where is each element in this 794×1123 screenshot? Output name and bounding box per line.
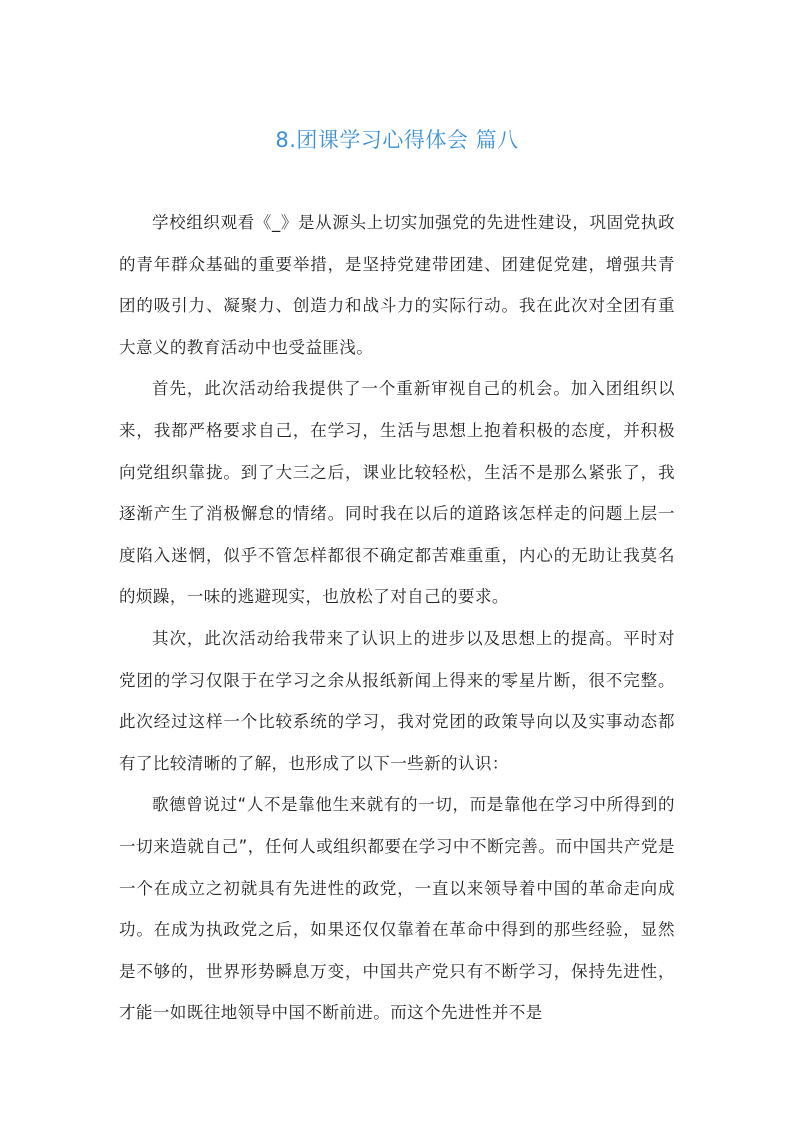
paragraph-2: 首先，此次活动给我提供了一个重新审视自己的机会。加入团组织以来，我都严格要求自己，在学习，生活与思想上抱着积极的态度，并积极向党组织靠拢。到了大三之后，课业比较轻松，生活不是那么紧张了，我逐渐产生了消极懈怠的情绪。同时我在以后的道路该怎样走的问题上层一度陷入迷惘，似乎不管怎样都很不确定都苦难重重，内心的无助让我莫名的烦躁，一味的逃避现实，也放松了对自己的要求。 (119, 379, 675, 607)
paragraph-4: 歌德曾说过“人不是靠他生来就有的一切，而是靠他在学习中所得到的一切来造就自己”，任何人或组织都要在学习中不断完善。而中国共产党是一个在成立之初就具有先进性的政党，一直以来领导着中国的革命走向成功。在成为执政党之后，如果还仅仅靠着在革命中得到的那些经验，显然是不够的，世界形势瞬息万变，中国共产党只有不断学习，保持先进性，才能一如既往地领导中国不断前进。而这个先进性并不是 (119, 795, 675, 1023)
paragraph-1: 学校组织观看《_》是从源头上切实加强党的先进性建设，巩固党执政的青年群众基础的重要举措，是坚持党建带团建、团建促党建，增强共青团的吸引力、凝聚力、创造力和战斗力的实际行动。我在此次对全团有重大意义的教育活动中也受益匪浅。 (119, 213, 675, 357)
page-title: 8.团课学习心得体会 篇八 (275, 128, 519, 152)
article-body (119, 202, 675, 1034)
paragraph-3: 其次，此次活动给我带来了认识上的进步以及思想上的提高。平时对党团的学习仅限于在学习之余从报纸新闻上得来的零星片断，很不完整。此次经过这样一个比较系统的学习，我对党团的政策导向以及实事动态都有了比较清晰的了解，也形成了以下一些新的认识： (119, 628, 675, 773)
